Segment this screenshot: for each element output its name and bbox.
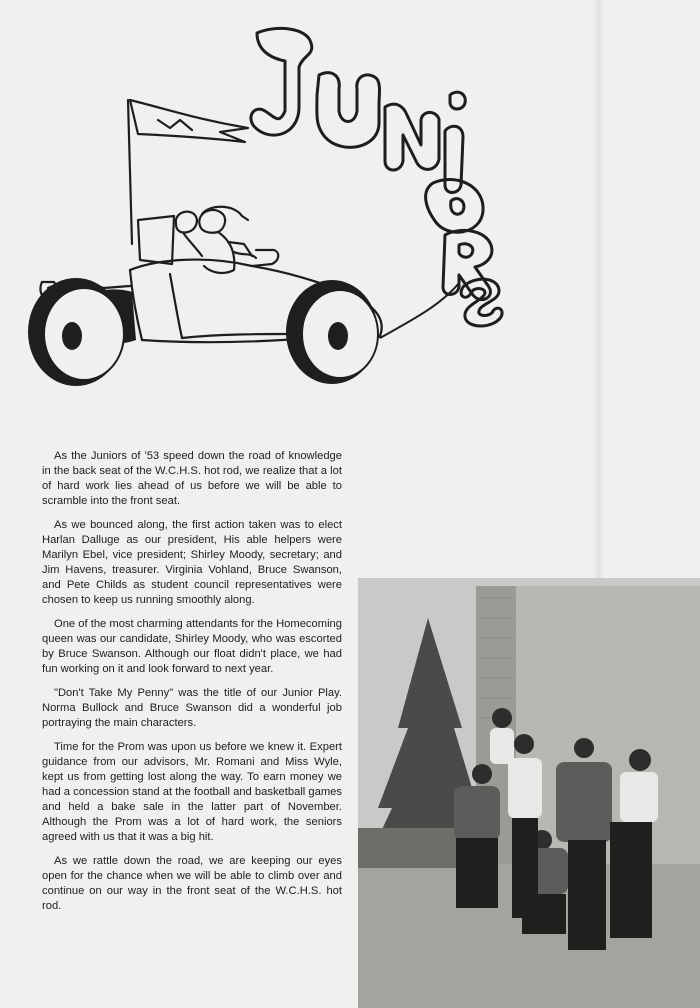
- article-text: [42, 449, 342, 923]
- group-photo-icon: [358, 578, 700, 1008]
- paragraph-junior-play: "Don't Take My Penny" was the title of our Junior Play. Norma Bullock and Bruce Swanson did a wonderful job portraying the main characters.: [42, 687, 342, 729]
- paragraph-closing: As we rattle down the road, we are keeping our eyes open for the chance when we will be able to climb over and continue on our way in the front seat of the W.C.H.S. hot rod.: [42, 855, 342, 912]
- hot-rod-illustration: [20, 20, 500, 390]
- paragraph-prom: Time for the Prom was upon us before we knew it. Expert guidance from our advisors, Mr. Romani and Miss Wyle, kept us from getting lost along the way. To earn money we had a concession stand at the football and basketball games and held a bake sale in the latter part of November. Although the Prom was a lot of hard work, the seniors agreed with us that it was a big hit.: [42, 741, 342, 843]
- group-photo: [358, 578, 700, 1008]
- paragraph-intro: As the Juniors of '53 speed down the road of knowledge in the back seat of the W.C.H.S. hot rod, we realize that a lot of hard work lies ahead of us before we will be able to scramble into the front seat.: [42, 450, 342, 507]
- hot-rod-car-icon: [20, 20, 500, 390]
- paragraph-officers: As we bounced along, the first action taken was to elect Harlan Dalluge as our president, His able helpers were Marilyn Ebel, vice president; Shirley Moody, secretary; and Jim Havens, treasurer. Virginia Vohland, Bruce Swanson, and Pete Childs as student council representatives were chosen to keep us running smoothly along.: [42, 519, 342, 606]
- paragraph-homecoming: One of the most charming attendants for the Homecoming queen was our candidate, Shirley Moody, who was escorted by Bruce Swanson. Although our float didn't place, we had fun working on it and look forward to next year.: [42, 618, 342, 675]
